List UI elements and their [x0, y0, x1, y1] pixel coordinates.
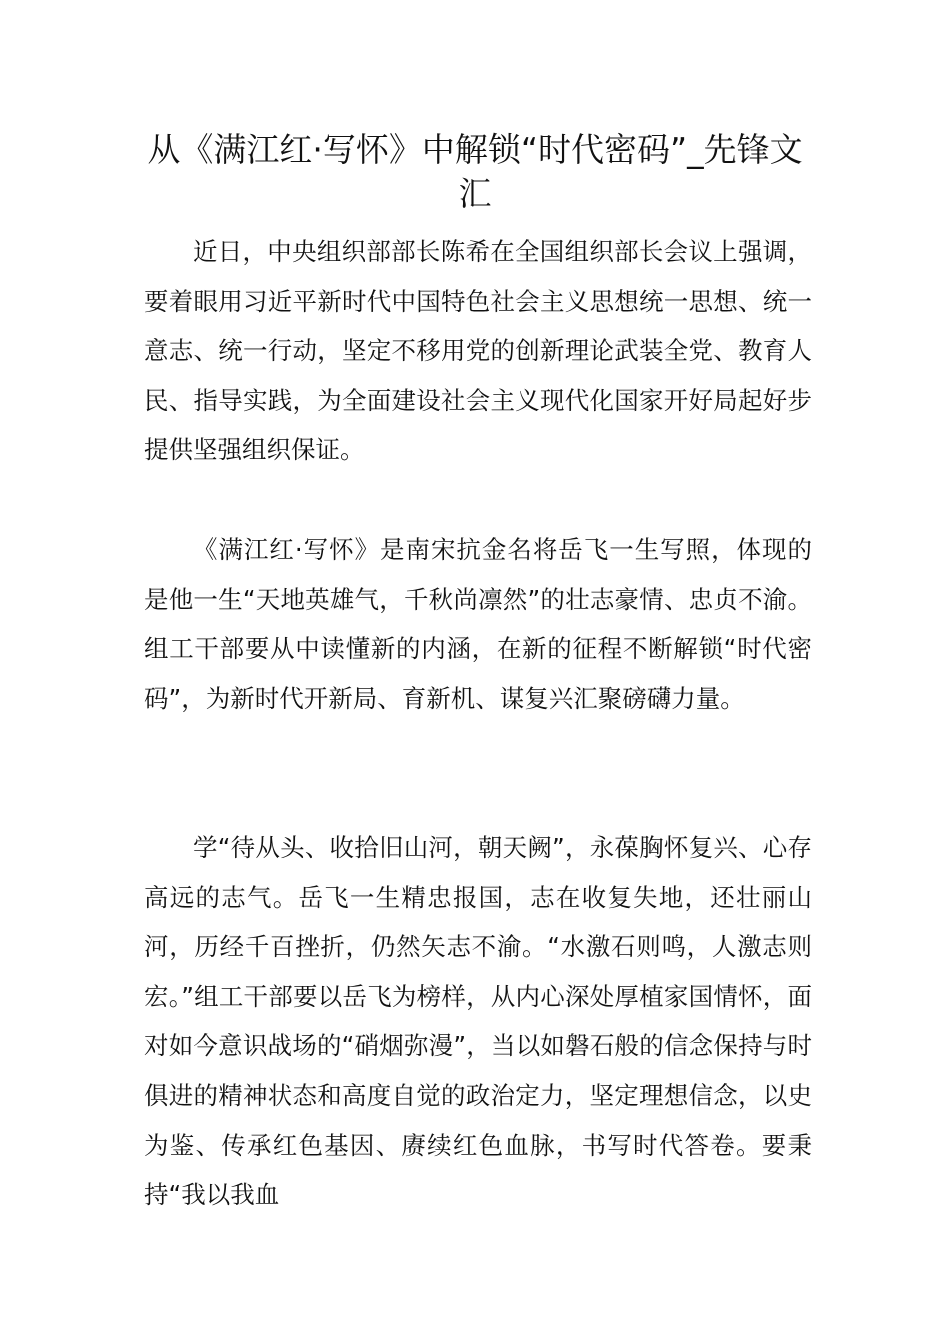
paragraph-3: 学“待从头、收拾旧山河，朝天阙”，永葆胸怀复兴、心存高远的志气。岳飞一生精忠报国，志在收复失地，还壮丽山河，历经千百挫折，仍然矢志不渝。“水激石则鸣，人激志则宏。”组工干部要以岳飞为榜样，从内心深处厚植家国情怀，面对如今意识战场的“硝烟弥漫”，当以如磐石般的信念保持与时俱进的精神状态和高度自觉的政治定力，坚定理想信念，以史为鉴、传承红色基因、赓续红色血脉，书写时代答卷。要秉持“我以我血 — [144, 833, 812, 1210]
paragraph-1: 近日，中央组织部部长陈希在全国组织部长会议上强调，要着眼用习近平新时代中国特色社会主义思想统一思想、统一意志、统一行动，坚定不移用党的创新理论武装全党、教育人民、指导实践，为全面建设社会主义现代化国家开好局起好步提供坚强组织保证。 — [144, 237, 812, 465]
document-title: 从《满江红·写怀》中解锁“时代密码”_先锋文汇 — [147, 130, 803, 213]
paragraph-2: 《满江红·写怀》是南宋抗金名将岳飞一生写照，体现的是他一生“天地英雄气，千秋尚凛然”的壮志豪情、忠贞不渝。组工干部要从中读懂新的内涵，在新的征程不断解锁“时代密码”，为新时代开新局、育新机、谋复兴汇聚磅礴力量。 — [144, 535, 812, 713]
